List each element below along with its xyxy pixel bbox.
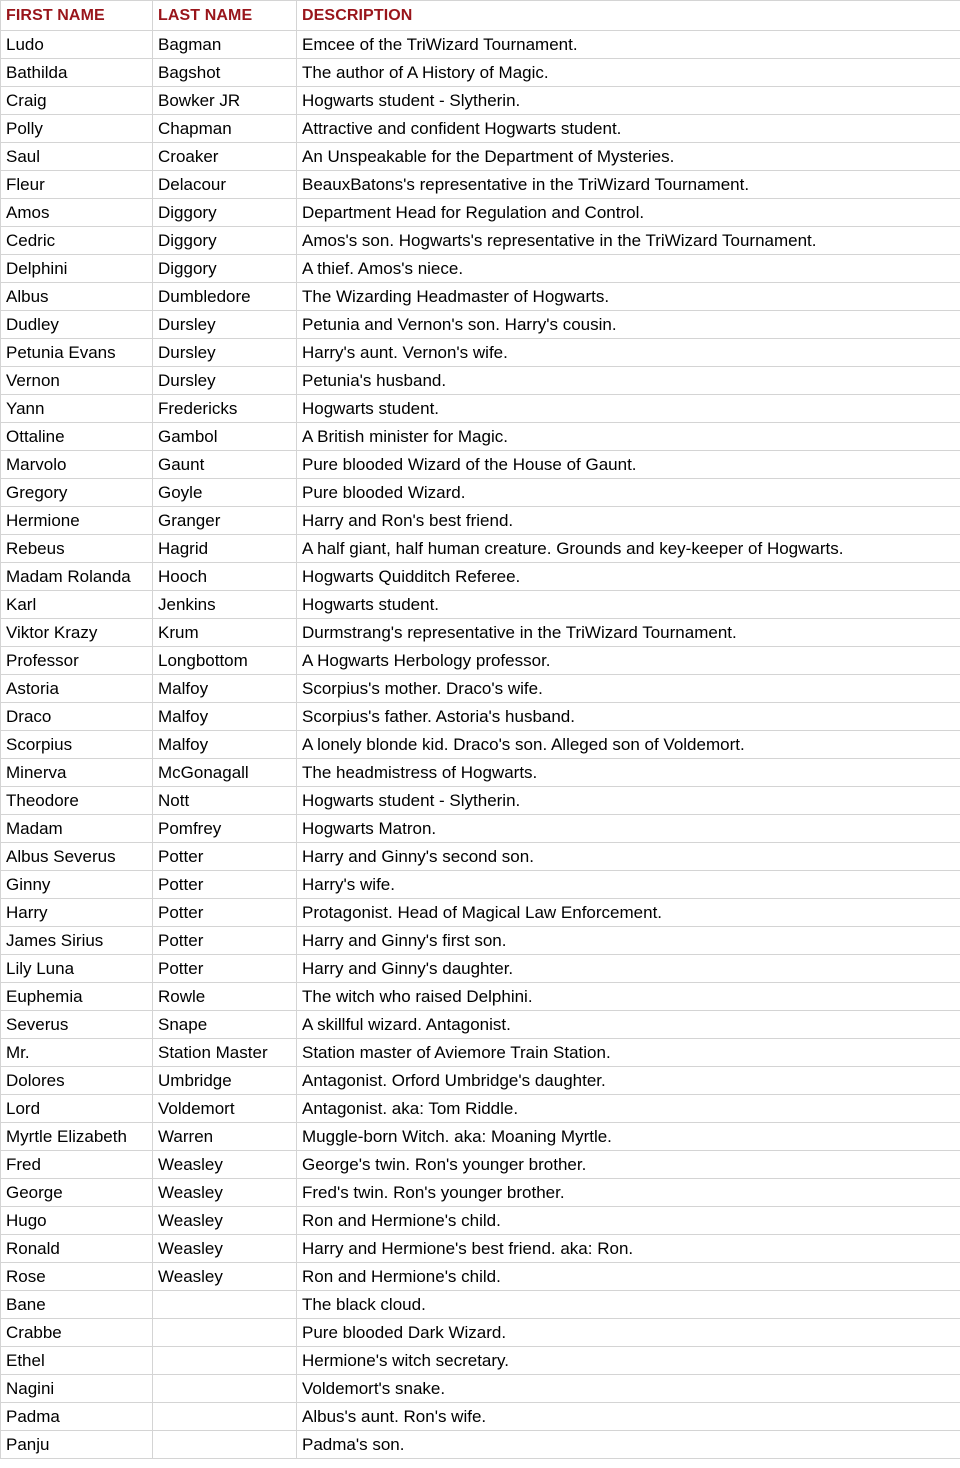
cell-last-name[interactable]: Goyle: [153, 479, 297, 507]
cell-description[interactable]: Padma's son.: [297, 1431, 960, 1459]
cell-first-name[interactable]: Dolores: [1, 1067, 153, 1095]
table-row: [1, 815, 960, 843]
cell-first-name[interactable]: Rose: [1, 1263, 153, 1291]
cell-description[interactable]: An Unspeakable for the Department of Mysteries.: [297, 143, 960, 171]
cell-first-name[interactable]: Harry: [1, 899, 153, 927]
table-row: [1, 31, 960, 59]
table-row: [1, 703, 960, 731]
cell-first-name[interactable]: Nagini: [1, 1375, 153, 1403]
cell-description[interactable]: A thief. Amos's niece.: [297, 255, 960, 283]
cell-first-name[interactable]: Yann: [1, 395, 153, 423]
table-row: [1, 983, 960, 1011]
table-row: [1, 59, 960, 87]
cell-description[interactable]: Harry and Ginny's daughter.: [297, 955, 960, 983]
cell-last-name[interactable]: Jenkins: [153, 591, 297, 619]
cell-first-name[interactable]: Panju: [1, 1431, 153, 1459]
cell-last-name[interactable]: Weasley: [153, 1151, 297, 1179]
cell-first-name[interactable]: Craig: [1, 87, 153, 115]
cell-description[interactable]: Antagonist. Orford Umbridge's daughter.: [297, 1067, 960, 1095]
cell-first-name[interactable]: James Sirius: [1, 927, 153, 955]
cell-description[interactable]: The headmistress of Hogwarts.: [297, 759, 960, 787]
cell-first-name[interactable]: Cedric: [1, 227, 153, 255]
cell-first-name[interactable]: Petunia Evans: [1, 339, 153, 367]
table-row: [1, 1375, 960, 1403]
cell-description[interactable]: Station master of Aviemore Train Station.: [297, 1039, 960, 1067]
cell-description[interactable]: Ron and Hermione's child.: [297, 1263, 960, 1291]
cell-description[interactable]: Harry's aunt. Vernon's wife.: [297, 339, 960, 367]
cell-last-name[interactable]: [153, 1347, 297, 1375]
header-row: [1, 1, 960, 31]
cell-last-name[interactable]: Dursley: [153, 311, 297, 339]
cell-first-name[interactable]: Ethel: [1, 1347, 153, 1375]
table-row: [1, 619, 960, 647]
table-row: [1, 1067, 960, 1095]
cell-last-name[interactable]: Gaunt: [153, 451, 297, 479]
table-row: [1, 563, 960, 591]
column-header-last-name[interactable]: LAST NAME: [153, 1, 297, 31]
cell-first-name[interactable]: Fred: [1, 1151, 153, 1179]
cell-last-name[interactable]: Malfoy: [153, 675, 297, 703]
cell-description[interactable]: Pure blooded Wizard of the House of Gaunt.: [297, 451, 960, 479]
cell-first-name[interactable]: Euphemia: [1, 983, 153, 1011]
cell-first-name[interactable]: Viktor Krazy: [1, 619, 153, 647]
cell-description[interactable]: George's twin. Ron's younger brother.: [297, 1151, 960, 1179]
cell-description[interactable]: A lonely blonde kid. Draco's son. Alleged son of Voldemort.: [297, 731, 960, 759]
cell-description[interactable]: Pure blooded Wizard.: [297, 479, 960, 507]
table-row: [1, 115, 960, 143]
cell-description[interactable]: Pure blooded Dark Wizard.: [297, 1319, 960, 1347]
cell-last-name[interactable]: Hooch: [153, 563, 297, 591]
cell-first-name[interactable]: Karl: [1, 591, 153, 619]
cell-first-name[interactable]: Astoria: [1, 675, 153, 703]
cell-last-name[interactable]: [153, 1431, 297, 1459]
cell-last-name[interactable]: Longbottom: [153, 647, 297, 675]
cell-first-name[interactable]: Vernon: [1, 367, 153, 395]
table-row: [1, 227, 960, 255]
cell-first-name[interactable]: Polly: [1, 115, 153, 143]
cell-last-name[interactable]: Krum: [153, 619, 297, 647]
cell-first-name[interactable]: Theodore: [1, 787, 153, 815]
cell-last-name[interactable]: [153, 1375, 297, 1403]
cell-first-name[interactable]: Delphini: [1, 255, 153, 283]
cell-last-name[interactable]: Potter: [153, 843, 297, 871]
cell-last-name[interactable]: Bagshot: [153, 59, 297, 87]
cell-description[interactable]: A Hogwarts Herbology professor.: [297, 647, 960, 675]
table-row: [1, 1179, 960, 1207]
cell-last-name[interactable]: Chapman: [153, 115, 297, 143]
cell-description[interactable]: A British minister for Magic.: [297, 423, 960, 451]
cell-last-name[interactable]: Weasley: [153, 1179, 297, 1207]
table-row: [1, 1123, 960, 1151]
table-row: [1, 1095, 960, 1123]
cell-first-name[interactable]: Mr.: [1, 1039, 153, 1067]
cell-description[interactable]: Harry and Hermione's best friend. aka: Ron.: [297, 1235, 960, 1263]
table-row: [1, 731, 960, 759]
cell-last-name[interactable]: Fredericks: [153, 395, 297, 423]
cell-last-name[interactable]: Diggory: [153, 199, 297, 227]
table-row: [1, 507, 960, 535]
cell-first-name[interactable]: Crabbe: [1, 1319, 153, 1347]
cell-last-name[interactable]: Pomfrey: [153, 815, 297, 843]
table-row: [1, 1291, 960, 1319]
cell-description[interactable]: Emcee of the TriWizard Tournament.: [297, 31, 960, 59]
table-row: [1, 1011, 960, 1039]
cell-first-name[interactable]: Bane: [1, 1291, 153, 1319]
cell-description[interactable]: Department Head for Regulation and Control.: [297, 199, 960, 227]
table-row: [1, 1207, 960, 1235]
table-row: [1, 871, 960, 899]
cell-description[interactable]: Ron and Hermione's child.: [297, 1207, 960, 1235]
cell-last-name[interactable]: Dursley: [153, 339, 297, 367]
cell-first-name[interactable]: Ottaline: [1, 423, 153, 451]
cell-description[interactable]: The black cloud.: [297, 1291, 960, 1319]
cell-description[interactable]: Harry and Ginny's first son.: [297, 927, 960, 955]
cell-last-name[interactable]: Weasley: [153, 1207, 297, 1235]
cell-last-name[interactable]: Potter: [153, 899, 297, 927]
cell-last-name[interactable]: [153, 1319, 297, 1347]
table-row: [1, 1235, 960, 1263]
cell-first-name[interactable]: Gregory: [1, 479, 153, 507]
table-row: [1, 367, 960, 395]
cell-last-name[interactable]: Bowker JR: [153, 87, 297, 115]
cell-description[interactable]: Fred's twin. Ron's younger brother.: [297, 1179, 960, 1207]
cell-last-name[interactable]: Weasley: [153, 1263, 297, 1291]
cell-first-name[interactable]: Dudley: [1, 311, 153, 339]
cell-first-name[interactable]: Hermione: [1, 507, 153, 535]
table-row: [1, 535, 960, 563]
cell-description[interactable]: The Wizarding Headmaster of Hogwarts.: [297, 283, 960, 311]
column-header-description[interactable]: DESCRIPTION: [297, 1, 960, 31]
cell-description[interactable]: The author of A History of Magic.: [297, 59, 960, 87]
cell-first-name[interactable]: Ginny: [1, 871, 153, 899]
cell-description[interactable]: Hogwarts student.: [297, 591, 960, 619]
table-row: [1, 927, 960, 955]
cell-first-name[interactable]: Severus: [1, 1011, 153, 1039]
table-row: [1, 843, 960, 871]
table-row: [1, 1263, 960, 1291]
cell-description[interactable]: Voldemort's snake.: [297, 1375, 960, 1403]
cell-description[interactable]: The witch who raised Delphini.: [297, 983, 960, 1011]
table-row: [1, 1039, 960, 1067]
table-row: [1, 1347, 960, 1375]
table-row: [1, 255, 960, 283]
table-row: [1, 675, 960, 703]
cell-description[interactable]: Harry and Ron's best friend.: [297, 507, 960, 535]
table-row: [1, 899, 960, 927]
cell-first-name[interactable]: Madam: [1, 815, 153, 843]
cell-first-name[interactable]: Bathilda: [1, 59, 153, 87]
cell-last-name[interactable]: Potter: [153, 927, 297, 955]
cell-description[interactable]: A skillful wizard. Antagonist.: [297, 1011, 960, 1039]
table-row: [1, 1431, 960, 1459]
table-row: [1, 759, 960, 787]
cell-last-name[interactable]: Croaker: [153, 143, 297, 171]
cell-description[interactable]: Amos's son. Hogwarts's representative in the TriWizard Tournament.: [297, 227, 960, 255]
cell-first-name[interactable]: Albus: [1, 283, 153, 311]
cell-description[interactable]: Hogwarts student - Slytherin.: [297, 787, 960, 815]
cell-description[interactable]: Scorpius's father. Astoria's husband.: [297, 703, 960, 731]
cell-first-name[interactable]: George: [1, 1179, 153, 1207]
cell-first-name[interactable]: Padma: [1, 1403, 153, 1431]
cell-last-name[interactable]: Station Master: [153, 1039, 297, 1067]
cell-first-name[interactable]: Lily Luna: [1, 955, 153, 983]
cell-last-name[interactable]: Hagrid: [153, 535, 297, 563]
cell-last-name[interactable]: Rowle: [153, 983, 297, 1011]
cell-last-name[interactable]: Voldemort: [153, 1095, 297, 1123]
cell-description[interactable]: Protagonist. Head of Magical Law Enforcement.: [297, 899, 960, 927]
table-row: [1, 339, 960, 367]
cell-description[interactable]: Attractive and confident Hogwarts student.: [297, 115, 960, 143]
cell-description[interactable]: Petunia's husband.: [297, 367, 960, 395]
table-row: [1, 647, 960, 675]
cell-description[interactable]: Hogwarts student.: [297, 395, 960, 423]
table-row: [1, 451, 960, 479]
cell-last-name[interactable]: Dursley: [153, 367, 297, 395]
cell-description[interactable]: Hogwarts Quidditch Referee.: [297, 563, 960, 591]
cell-last-name[interactable]: Nott: [153, 787, 297, 815]
cell-first-name[interactable]: Hugo: [1, 1207, 153, 1235]
column-header-first-name[interactable]: FIRST NAME: [1, 1, 153, 31]
table-row: [1, 171, 960, 199]
cell-last-name[interactable]: [153, 1403, 297, 1431]
cell-last-name[interactable]: Warren: [153, 1123, 297, 1151]
cell-first-name[interactable]: Minerva: [1, 759, 153, 787]
cell-last-name[interactable]: Gambol: [153, 423, 297, 451]
table-row: [1, 479, 960, 507]
cell-last-name[interactable]: Diggory: [153, 227, 297, 255]
cell-first-name[interactable]: Ronald: [1, 1235, 153, 1263]
cell-description[interactable]: BeauxBatons's representative in the TriWizard Tournament.: [297, 171, 960, 199]
table-row: [1, 143, 960, 171]
table-row: [1, 787, 960, 815]
cell-description[interactable]: Hogwarts student - Slytherin.: [297, 87, 960, 115]
cell-description[interactable]: Petunia and Vernon's son. Harry's cousin.: [297, 311, 960, 339]
cell-first-name[interactable]: Professor: [1, 647, 153, 675]
table-row: [1, 199, 960, 227]
cell-description[interactable]: Scorpius's mother. Draco's wife.: [297, 675, 960, 703]
cell-description[interactable]: Harry and Ginny's second son.: [297, 843, 960, 871]
cell-first-name[interactable]: Saul: [1, 143, 153, 171]
cell-description[interactable]: Hogwarts Matron.: [297, 815, 960, 843]
cell-last-name[interactable]: Weasley: [153, 1235, 297, 1263]
cell-last-name[interactable]: Diggory: [153, 255, 297, 283]
cell-first-name[interactable]: Albus Severus: [1, 843, 153, 871]
cell-description[interactable]: Hermione's witch secretary.: [297, 1347, 960, 1375]
table-row: [1, 1151, 960, 1179]
cell-first-name[interactable]: Madam Rolanda: [1, 563, 153, 591]
cell-first-name[interactable]: Lord: [1, 1095, 153, 1123]
table-row: [1, 283, 960, 311]
cell-last-name[interactable]: Malfoy: [153, 703, 297, 731]
table-row: [1, 1403, 960, 1431]
cell-first-name[interactable]: Draco: [1, 703, 153, 731]
cell-description[interactable]: Harry's wife.: [297, 871, 960, 899]
cell-last-name[interactable]: Granger: [153, 507, 297, 535]
cell-last-name[interactable]: Dumbledore: [153, 283, 297, 311]
cell-last-name[interactable]: Delacour: [153, 171, 297, 199]
cell-first-name[interactable]: Ludo: [1, 31, 153, 59]
cell-last-name[interactable]: Snape: [153, 1011, 297, 1039]
cell-first-name[interactable]: Amos: [1, 199, 153, 227]
cell-first-name[interactable]: Fleur: [1, 171, 153, 199]
cell-description[interactable]: A half giant, half human creature. Grounds and key-keeper of Hogwarts.: [297, 535, 960, 563]
table-body: [1, 31, 960, 1459]
cell-description[interactable]: Muggle-born Witch. aka: Moaning Myrtle.: [297, 1123, 960, 1151]
cell-first-name[interactable]: Marvolo: [1, 451, 153, 479]
cell-description[interactable]: Albus's aunt. Ron's wife.: [297, 1403, 960, 1431]
cell-first-name[interactable]: Myrtle Elizabeth: [1, 1123, 153, 1151]
cell-last-name[interactable]: [153, 1291, 297, 1319]
cell-last-name[interactable]: Potter: [153, 955, 297, 983]
table-header: [1, 1, 960, 31]
cell-description[interactable]: Durmstrang's representative in the TriWizard Tournament.: [297, 619, 960, 647]
cell-last-name[interactable]: Potter: [153, 871, 297, 899]
table-row: [1, 395, 960, 423]
cell-first-name[interactable]: Rebeus: [1, 535, 153, 563]
cell-last-name[interactable]: Bagman: [153, 31, 297, 59]
cell-last-name[interactable]: McGonagall: [153, 759, 297, 787]
table-row: [1, 87, 960, 115]
cell-first-name[interactable]: Scorpius: [1, 731, 153, 759]
cell-last-name[interactable]: Malfoy: [153, 731, 297, 759]
cell-last-name[interactable]: Umbridge: [153, 1067, 297, 1095]
table-row: [1, 1319, 960, 1347]
table-row: [1, 955, 960, 983]
table-row: [1, 311, 960, 339]
cell-description[interactable]: Antagonist. aka: Tom Riddle.: [297, 1095, 960, 1123]
table-row: [1, 423, 960, 451]
table-row: [1, 591, 960, 619]
